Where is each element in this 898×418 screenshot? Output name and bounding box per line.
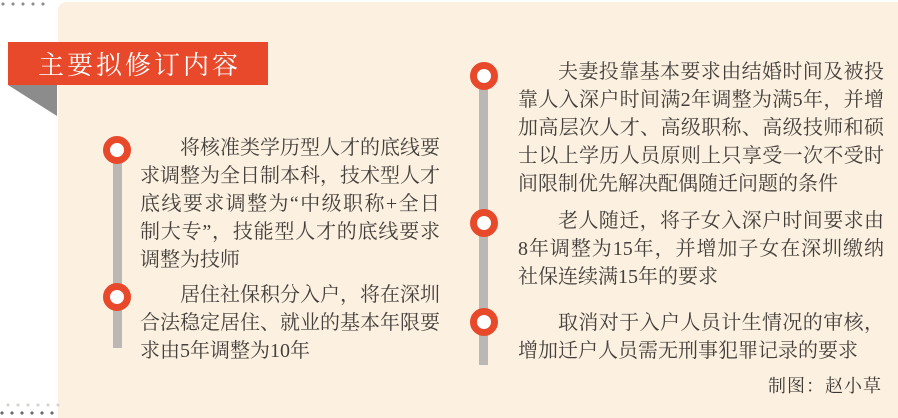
ring-bullet-icon — [103, 283, 131, 311]
title-banner — [8, 42, 268, 85]
ring-bullet-icon — [470, 62, 498, 90]
page-title: 主要拟修订内容 — [38, 51, 242, 80]
credit-byline: 制图：赵小草 — [768, 376, 882, 396]
ribbon-fold-icon — [8, 85, 57, 116]
corner-dots-icon-top-left — [0, 0, 50, 9]
ring-bullet-icon — [470, 308, 498, 336]
timeline-item-text: 取消对于入户人员计生情况的审核，增加迁户人员需无刑事犯罪记录的要求 — [518, 312, 884, 362]
timeline-item-text: 居住社保积分入户，将在深圳合法稳定居住、就业的基本年限要求由5年调整为10年 — [140, 284, 440, 362]
timeline-item-text: 将核准类学历型人才的底线要求调整为全日制本科，技术型人才底线要求调整为“中级职称+全日制大专”，技能型人才的底线要求调整为技师 — [140, 137, 440, 271]
ring-bullet-icon — [470, 209, 498, 237]
ring-bullet-icon — [103, 136, 131, 164]
timeline-item-text: 夫妻投靠基本要求由结婚时间及被投靠人入深户时间满2年调整为满5年，并增加高层次人才、高级职称、高级技师和硕士以上学历人员原则上只享受一次不受时间限制优先解决配偶随迁问题的条件 — [518, 61, 884, 195]
corner-dots-icon-bottom-left-dark — [0, 408, 57, 418]
timeline-line-left — [113, 150, 122, 348]
timeline-item-text: 老人随迁，将子女入深户时间要求由8年调整为15年，并增加子女在深圳缴纳社保连续满15年的要求 — [518, 210, 884, 288]
